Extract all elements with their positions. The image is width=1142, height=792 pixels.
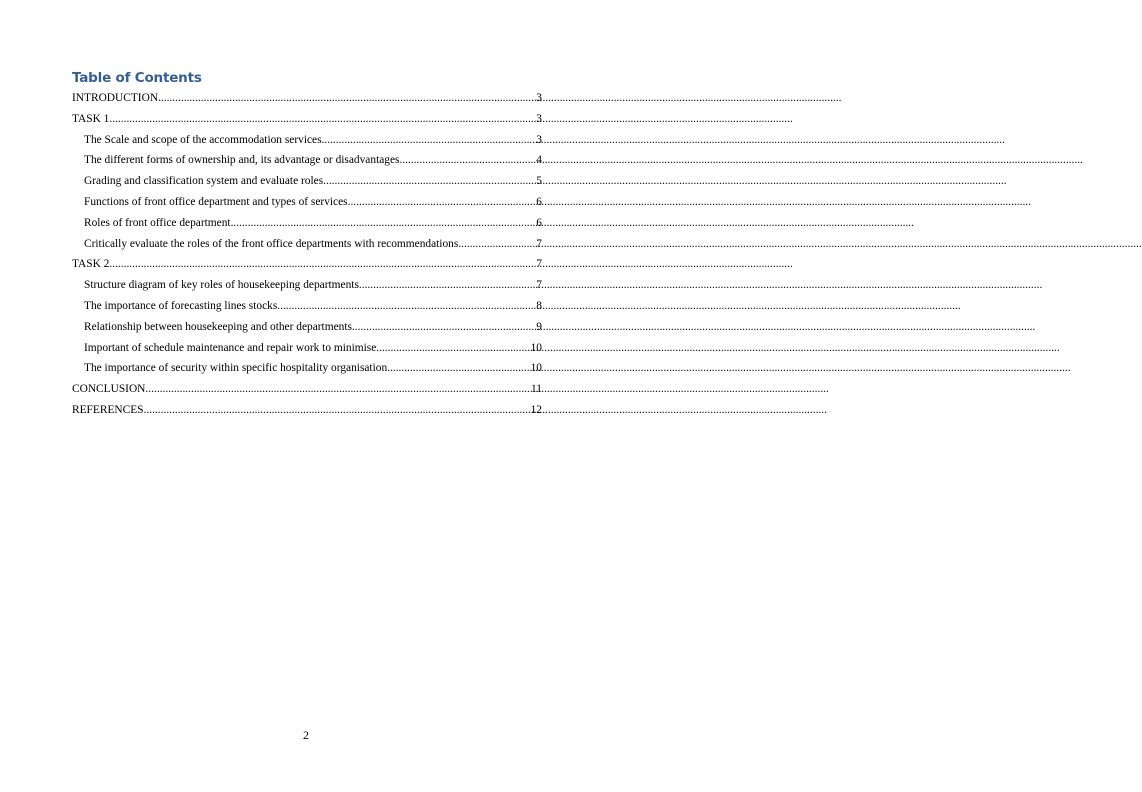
toc-entry-text: The Scale and scope of the accommodation services	[84, 133, 322, 146]
toc-entry-text: The importance of forecasting lines stocks	[84, 299, 278, 312]
toc-entry-scale-and-scope[interactable]	[72, 130, 542, 151]
toc-entry-text: Critically evaluate the roles of the front office departments with recommendations	[84, 237, 459, 250]
toc-entry-page: 12	[530, 403, 542, 416]
toc-leader-dots	[144, 400, 531, 421]
toc-entry-page: 7	[536, 237, 542, 250]
toc-entry-front-office-functions[interactable]	[72, 192, 542, 213]
toc-entry-text: REFERENCES	[72, 403, 144, 416]
toc-entry-text: Important of schedule maintenance and repair work to minimise	[84, 341, 377, 354]
toc-entry-references[interactable]	[72, 400, 542, 421]
toc-list	[72, 88, 542, 421]
toc-leader-dots	[231, 213, 537, 234]
toc-entry-text: CONCLUSION	[72, 383, 146, 396]
toc-entry-text: INTRODUCTION	[72, 92, 159, 104]
toc-entry-page: 7	[536, 258, 542, 271]
toc-entry-page: 9	[536, 320, 542, 333]
toc-entry-page: 10	[530, 362, 542, 375]
toc-entry-page: 7	[536, 279, 542, 292]
toc-entry-text: TASK 1	[72, 112, 110, 125]
toc-leader-dots	[376, 338, 530, 359]
toc-leader-dots	[109, 109, 536, 130]
toc-entry-page: 5	[536, 175, 542, 188]
toc-entry-text: Grading and classification system and evaluate roles	[84, 175, 324, 188]
toc-leader-dots	[277, 296, 536, 317]
toc-entry-page: 10	[530, 341, 542, 354]
toc-entry-page: 3	[536, 92, 542, 104]
toc-entry-housekeeping-relationship[interactable]	[72, 317, 542, 338]
toc-entry-security-importance[interactable]	[72, 358, 542, 379]
toc-entry-task-2[interactable]	[72, 254, 542, 275]
toc-entry-text: Roles of front office department	[84, 216, 231, 229]
toc-entry-structure-diagram[interactable]	[72, 275, 542, 296]
toc-leader-dots	[387, 358, 530, 379]
toc-entry-page: 3	[536, 112, 542, 125]
toc-entry-text: TASK 2	[72, 258, 110, 271]
toc-entry-page: 6	[536, 195, 542, 208]
toc-entry-text: The different forms of ownership and, its advantage or disadvantages	[84, 154, 400, 167]
toc-leader-dots	[458, 234, 536, 255]
toc-entry-front-office-roles[interactable]	[72, 213, 542, 234]
toc-leader-dots	[322, 130, 537, 151]
toc-leader-dots	[399, 150, 536, 171]
toc-entry-conclusion[interactable]	[72, 379, 542, 400]
toc-leader-dots	[359, 275, 536, 296]
toc-leader-dots	[145, 379, 531, 400]
toc-entry-text: Relationship between housekeeping and other departments	[84, 320, 352, 333]
toc-entry-page: 3	[536, 133, 542, 146]
toc-entry-page: 11	[531, 383, 542, 396]
page-number: 2	[303, 728, 309, 742]
toc-entry-task-1[interactable]	[72, 109, 542, 130]
toc-entry-text: Structure diagram of key roles of housekeeping departments	[84, 279, 359, 292]
toc-leader-dots	[158, 88, 536, 109]
toc-entry-text: Functions of front office department and types of services	[84, 195, 348, 208]
toc-entry-page: 8	[536, 299, 542, 312]
toc-entry-critically-evaluate[interactable]	[72, 234, 542, 255]
toc-entry-schedule-maintenance[interactable]	[72, 338, 542, 359]
toc-entry-page: 6	[536, 216, 542, 229]
toc-leader-dots	[323, 171, 536, 192]
toc-entry-forms-of-ownership[interactable]	[72, 150, 542, 171]
toc-entry-text: The importance of security within specific hospitality organisation	[84, 362, 388, 375]
toc-leader-dots	[352, 317, 536, 338]
toc-leader-dots	[348, 192, 537, 213]
toc-entry-grading-classification[interactable]	[72, 171, 542, 192]
toc-title: Table of Contents	[72, 70, 202, 86]
toc-leader-dots	[109, 254, 536, 275]
toc-entry-introduction[interactable]	[72, 88, 542, 109]
toc-entry-forecasting-lines[interactable]	[72, 296, 542, 317]
toc-entry-page: 4	[536, 154, 542, 167]
